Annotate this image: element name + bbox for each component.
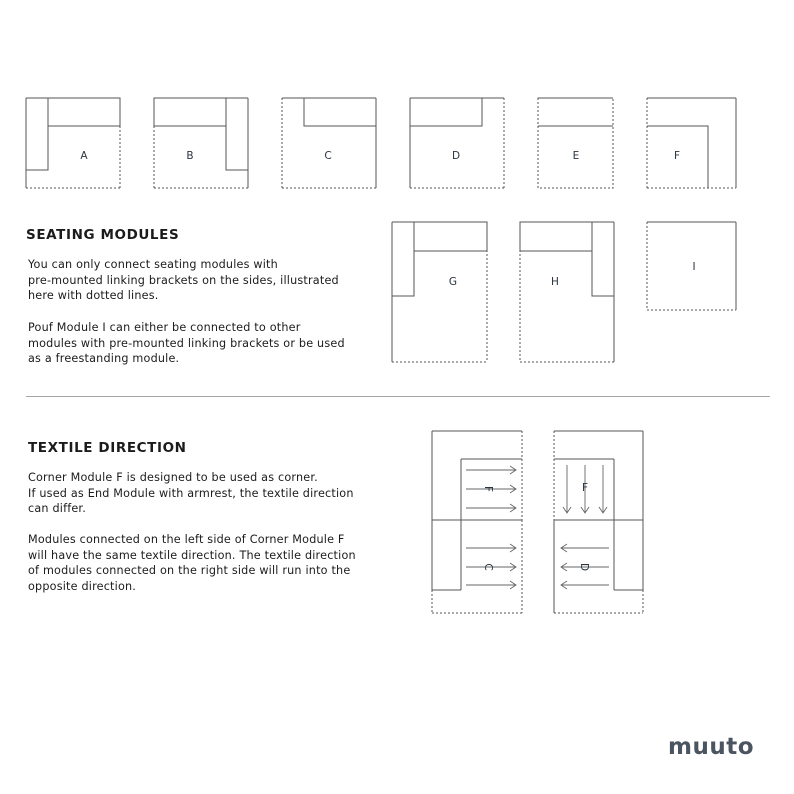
module-label-b: B	[186, 150, 194, 162]
seating-p1-line: pre-mounted linking brackets on the sides, illustrated	[28, 273, 339, 287]
section-divider	[26, 396, 770, 397]
textile-p2-line: opposite direction.	[28, 579, 137, 593]
seating-p2-line: Pouf Module I can either be connected to other	[28, 321, 301, 334]
module-a	[26, 98, 120, 188]
textile-p2-line: of modules connected on the right side will run into the	[28, 564, 351, 578]
seating-heading: SEATING MODULES	[26, 227, 180, 243]
module-label-h: H	[551, 276, 559, 288]
module-d	[410, 98, 504, 188]
seating-p1-line: You can only connect seating modules with	[28, 258, 278, 271]
textile-paragraph-1	[28, 470, 368, 517]
module-e	[538, 98, 613, 188]
module-label-a: A	[80, 150, 88, 162]
textile-left-bottom-label: C	[482, 563, 494, 571]
textile-left-top-label: F	[482, 485, 494, 493]
module-label-g: G	[448, 276, 458, 288]
textile-left-diagram	[432, 431, 522, 613]
textile-p1-line: can differ.	[28, 502, 86, 516]
module-label-i: I	[692, 261, 696, 273]
module-b	[154, 98, 248, 188]
textile-p1-line: If used as End Module with armrest, the textile direction	[28, 486, 354, 500]
seating-p2-line: as a freestanding module.	[28, 352, 180, 366]
module-g	[392, 222, 487, 362]
module-label-e: E	[572, 150, 580, 162]
module-h	[520, 222, 614, 362]
module-label-c: C	[324, 150, 332, 162]
module-label-d: D	[451, 150, 461, 162]
textile-paragraph-2	[28, 532, 368, 594]
textile-heading: TEXTILE DIRECTION	[28, 440, 187, 456]
module-c	[282, 98, 376, 188]
module-f	[647, 98, 736, 188]
textile-p1-line: Corner Module F is designed to be used as corner.	[28, 471, 318, 484]
module-label-f: F	[673, 150, 681, 162]
seating-p2-line: modules with pre-mounted linking brackets or be used	[28, 336, 345, 350]
muuto-logo: muuto	[667, 734, 754, 760]
textile-right-bottom-label: D	[578, 562, 590, 572]
seating-p1-line: here with dotted lines.	[28, 289, 159, 303]
textile-right-top-label: F	[581, 482, 589, 494]
textile-p2-line: will have the same textile direction. The textile direction	[28, 548, 356, 562]
seating-paragraph-2	[28, 320, 368, 367]
textile-right-diagram	[554, 431, 643, 613]
seating-paragraph-1	[28, 257, 368, 304]
textile-p2-line: Modules connected on the left side of Corner Module F	[28, 533, 345, 546]
